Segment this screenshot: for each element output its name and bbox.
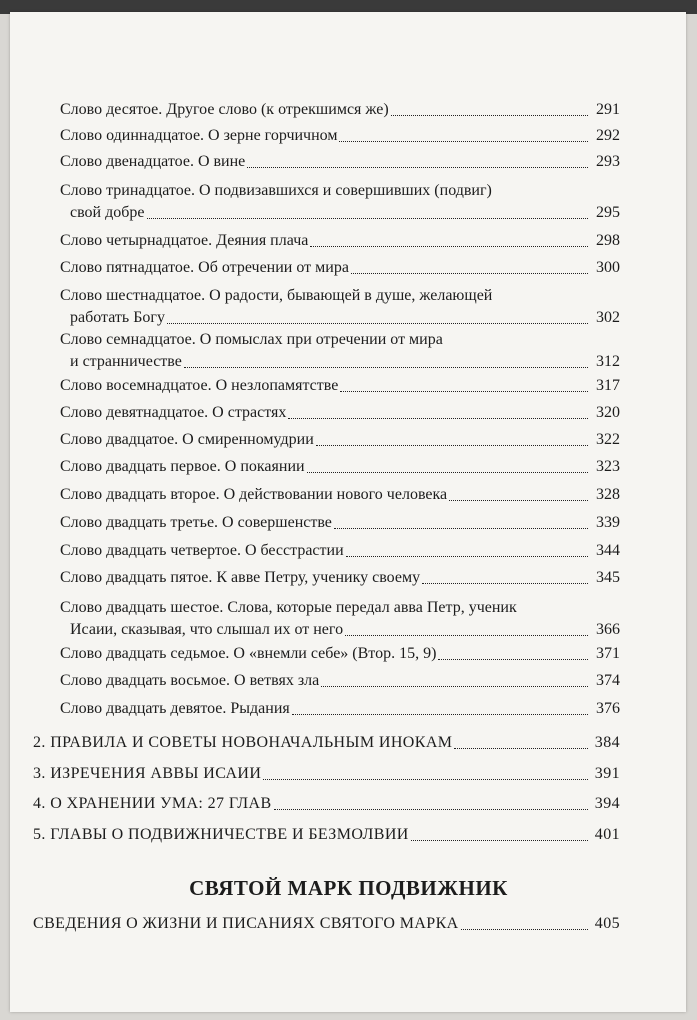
toc-section-title: 4. О ХРАНЕНИИ УМА: 27 ГЛАВ — [33, 795, 272, 812]
toc-entry-continuation: свой добре — [70, 204, 145, 221]
toc-entry-continuation: Исаии, сказывая, что слышал их от него — [70, 621, 344, 638]
toc-entry — [60, 99, 620, 121]
toc-page-number: 345 — [596, 569, 620, 586]
leader-dots — [167, 322, 588, 324]
leader-dots — [307, 471, 588, 473]
toc-page-number: 302 — [596, 309, 620, 326]
toc-page-number: 300 — [596, 259, 620, 276]
toc-entry — [60, 512, 620, 534]
toc-entry-title: Слово двадцать восьмое. О ветвях зла — [60, 672, 320, 689]
leader-dots — [310, 245, 588, 247]
toc-entry — [60, 285, 620, 329]
toc-page-number: 371 — [596, 645, 620, 662]
toc-entry-title: Слово двадцать седьмое. О «внемли себе» (Втор. 15, 9) — [60, 645, 437, 662]
toc-entry-title: Слово девятнадцатое. О страстях — [60, 404, 287, 421]
toc-entry-title: Слово шестнадцатое. О радости, бывающей в душе, желающей — [60, 287, 493, 304]
toc-entry-title: Слово тринадцатое. О подвизавшихся и совершивших (подвиг) — [60, 182, 492, 199]
toc-section-title: 2. ПРАВИЛА И СОВЕТЫ НОВОНАЧАЛЬНЫМ ИНОКАМ — [33, 734, 453, 751]
leader-dots — [438, 658, 588, 660]
toc-entry — [60, 643, 620, 665]
leader-dots — [321, 685, 588, 687]
leader-dots — [288, 417, 588, 419]
toc-entry — [60, 180, 620, 224]
toc-page-number: 323 — [596, 458, 620, 475]
toc-entry — [60, 698, 620, 720]
toc-section-title: 5. ГЛАВЫ О ПОДВИЖНИЧЕСТВЕ И БЕЗМОЛВИИ — [33, 826, 409, 843]
leader-dots — [334, 527, 588, 529]
part-heading: СВЯТОЙ МАРК ПОДВИЖНИК — [189, 876, 508, 900]
leader-dots — [274, 808, 588, 810]
toc-section-title: СВЕДЕНИЯ О ЖИЗНИ И ПИСАНИЯХ СВЯТОГО МАРКА — [33, 915, 459, 932]
toc-entry — [60, 540, 620, 562]
toc-entry — [60, 375, 620, 397]
leader-dots — [391, 114, 588, 116]
toc-section — [33, 913, 620, 935]
toc-section — [33, 824, 620, 846]
toc-entry — [60, 257, 620, 279]
toc-entry-title: Слово двадцать пятое. К авве Петру, ученику своему — [60, 569, 421, 586]
toc-page-number: 328 — [596, 486, 620, 503]
toc-entry-continuation: и странничестве — [70, 353, 182, 370]
toc-page-number: 394 — [594, 795, 620, 812]
toc-entry-title: Слово двадцать девятое. Рыдания — [60, 700, 290, 717]
toc-section-title: 3. ИЗРЕЧЕНИЯ АВВЫ ИСАИИ — [33, 765, 262, 782]
leader-dots — [461, 928, 588, 930]
leader-dots — [247, 166, 588, 168]
toc-page-number: 384 — [594, 734, 620, 751]
toc-entry — [60, 597, 620, 641]
toc-page-number: 391 — [594, 765, 620, 782]
toc-section — [33, 793, 620, 815]
toc-entry — [60, 125, 620, 147]
toc-entry — [60, 429, 620, 451]
toc-entry-title: Слово двадцать четвертое. О бесстрастии — [60, 542, 344, 559]
toc-entry-title: Слово двадцать второе. О действовании нового человека — [60, 486, 448, 503]
toc-page-number: 374 — [596, 672, 620, 689]
toc-page-number: 405 — [594, 915, 620, 932]
leader-dots — [184, 366, 588, 368]
toc-entry — [60, 329, 620, 373]
leader-dots — [422, 582, 588, 584]
toc-entry-title: Слово восемнадцатое. О незлопамятстве — [60, 377, 339, 394]
toc-entry-continuation: работать Богу — [70, 309, 165, 326]
leader-dots — [411, 839, 588, 841]
toc-entry — [60, 456, 620, 478]
toc-page-number: 401 — [594, 826, 620, 843]
toc-page-number: 344 — [596, 542, 620, 559]
toc-page-number: 320 — [596, 404, 620, 421]
toc-entry-title: Слово семнадцатое. О помыслах при отречении от мира — [60, 331, 443, 348]
toc-entry — [60, 484, 620, 506]
leader-dots — [263, 778, 588, 780]
leader-dots — [345, 634, 588, 636]
toc-page-number: 312 — [596, 353, 620, 370]
leader-dots — [339, 140, 588, 142]
toc-entry-title: Слово двадцатое. О смиренномудрии — [60, 431, 314, 448]
toc-entry — [60, 402, 620, 424]
leader-dots — [340, 390, 588, 392]
toc-page-number: 366 — [596, 621, 620, 638]
toc-page-number: 339 — [596, 514, 620, 531]
toc-entry-title: Слово двадцать первое. О покаянии — [60, 458, 305, 475]
toc-page-number: 317 — [596, 377, 620, 394]
toc-entry — [60, 567, 620, 589]
toc-page-number: 322 — [596, 431, 620, 448]
toc-page-number: 291 — [596, 101, 620, 118]
toc-entry-title: Слово двенадцатое. О вине — [60, 153, 246, 170]
leader-dots — [449, 499, 588, 501]
toc-page-number: 295 — [596, 204, 620, 221]
toc-entry-title: Слово десятое. Другое слово (к отрекшимся же) — [60, 101, 389, 118]
leader-dots — [351, 272, 588, 274]
toc-entry — [60, 151, 620, 173]
toc-entry — [60, 230, 620, 252]
leader-dots — [346, 555, 588, 557]
leader-dots — [454, 747, 588, 749]
toc-entry-title: Слово пятнадцатое. Об отречении от мира — [60, 259, 349, 276]
toc-page-number: 376 — [596, 700, 620, 717]
toc-section — [33, 732, 620, 754]
toc-section — [33, 763, 620, 785]
leader-dots — [147, 217, 589, 219]
toc-page-number: 293 — [596, 153, 620, 170]
toc-entry — [60, 670, 620, 692]
toc-entry-title: Слово двадцать шестое. Слова, которые передал авва Петр, ученик — [60, 599, 517, 616]
toc-page-number: 298 — [596, 232, 620, 249]
leader-dots — [292, 713, 588, 715]
toc-page-number: 292 — [596, 127, 620, 144]
toc-entry-title: Слово одиннадцатое. О зерне горчичном — [60, 127, 338, 144]
toc-entry-title: Слово четырнадцатое. Деяния плача — [60, 232, 309, 249]
leader-dots — [316, 444, 588, 446]
toc-entry-title: Слово двадцать третье. О совершенстве — [60, 514, 332, 531]
